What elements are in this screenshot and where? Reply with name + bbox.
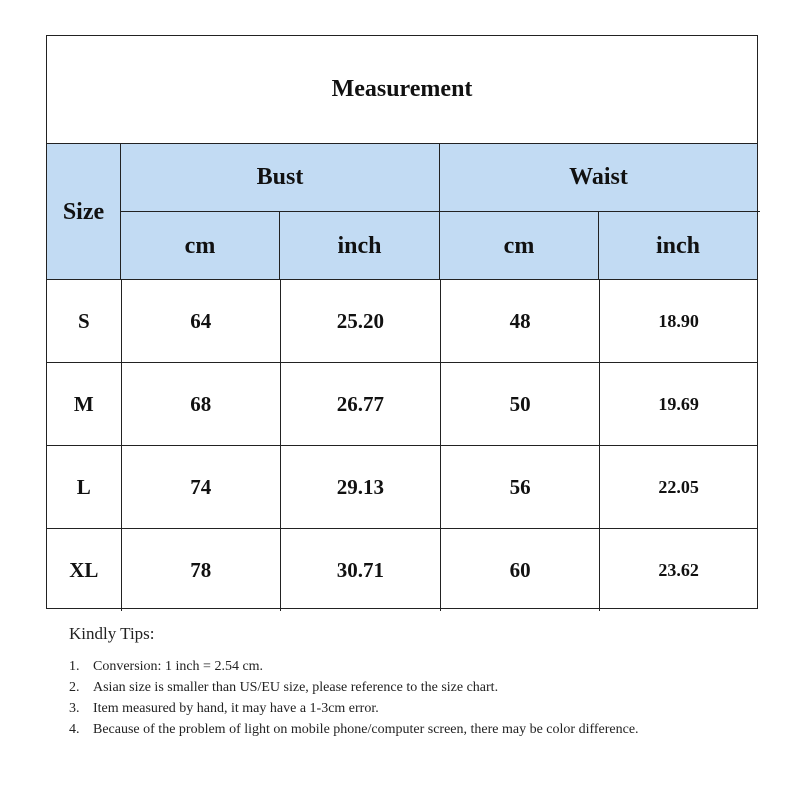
- waist-cm-cell: 50: [441, 363, 600, 446]
- header-divider: [439, 144, 441, 280]
- waist-cm-cell: 56: [441, 446, 600, 529]
- tip-number: 2.: [69, 680, 80, 695]
- tip-text: Conversion: 1 inch = 2.54 cm.: [93, 659, 264, 674]
- size-cell: M: [47, 363, 121, 446]
- bust-inch-cell: 25.20: [280, 280, 440, 363]
- bust-cm-cell: 74: [121, 446, 280, 529]
- bust-cm-cell: 64: [121, 280, 280, 363]
- list-item: [69, 698, 709, 719]
- header-waist-cm: cm: [440, 212, 598, 280]
- header-bust-cm: cm: [121, 212, 279, 280]
- table-row: [47, 280, 757, 363]
- tip-text: Asian size is smaller than US/EU size, please reference to the size chart.: [93, 680, 499, 695]
- bust-inch-cell: 26.77: [280, 363, 440, 446]
- list-item: [69, 677, 709, 698]
- bust-cm-cell: 78: [121, 529, 280, 612]
- tip-number: 4.: [69, 722, 80, 737]
- header-waist-inch: inch: [599, 212, 757, 280]
- header-size: Size: [47, 144, 120, 280]
- bust-cm-cell: 68: [121, 363, 280, 446]
- table-row: [47, 446, 757, 529]
- waist-inch-cell: 18.90: [600, 280, 757, 363]
- size-cell: L: [47, 446, 121, 529]
- tip-number: 3.: [69, 701, 80, 716]
- waist-inch-cell: 23.62: [658, 559, 699, 580]
- list-item: [69, 719, 709, 740]
- header-bust: Bust: [121, 144, 439, 211]
- size-table: [47, 280, 757, 611]
- size-cell: S: [47, 280, 121, 363]
- table-row: [47, 529, 757, 612]
- header-divider: [120, 144, 122, 280]
- kindly-tips: [69, 624, 709, 740]
- header-divider: [598, 211, 600, 280]
- tip-text: Item measured by hand, it may have a 1-3cm error.: [93, 701, 379, 716]
- waist-inch-cell: 22.05: [600, 446, 757, 529]
- waist-inch-cell: 19.69: [600, 363, 757, 446]
- tips-list: [69, 656, 709, 740]
- bust-inch-cell: 29.13: [280, 446, 440, 529]
- header-divider: [120, 211, 760, 213]
- tips-title: Kindly Tips:: [69, 624, 155, 643]
- bust-inch-cell: 30.71: [280, 529, 440, 612]
- waist-cm-cell: 48: [441, 280, 600, 363]
- header-bust-inch: inch: [280, 212, 439, 280]
- header-waist: Waist: [440, 144, 757, 211]
- list-item: [69, 656, 709, 677]
- size-chart: [46, 35, 758, 609]
- size-cell: XL: [47, 529, 121, 612]
- table-row: [47, 363, 757, 446]
- tip-number: 1.: [69, 659, 80, 674]
- waist-cm-cell: 60: [441, 529, 600, 612]
- tip-text: Because of the problem of light on mobile phone/computer screen, there may be color difference.: [93, 722, 639, 737]
- header-divider: [279, 211, 281, 280]
- chart-title: Measurement: [47, 36, 757, 144]
